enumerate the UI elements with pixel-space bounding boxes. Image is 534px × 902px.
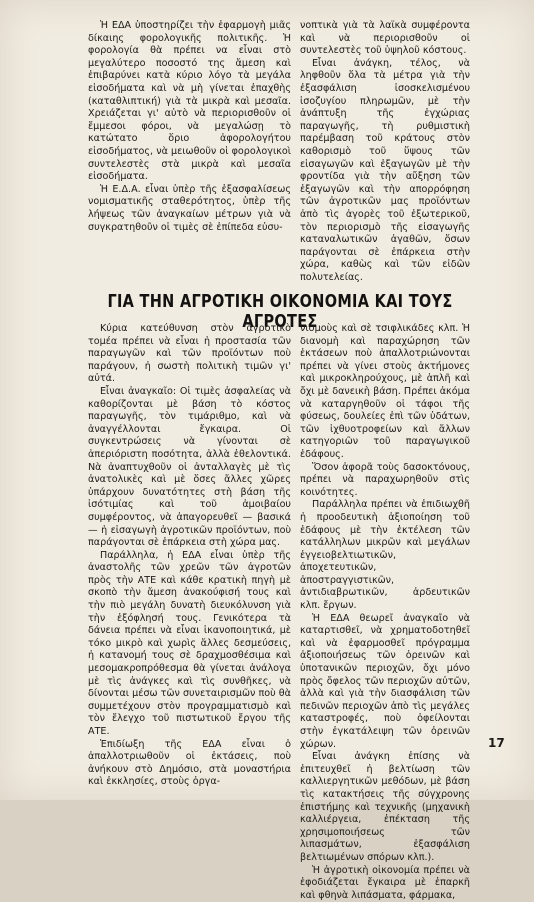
paragraph: Εἶναι ἀνάγκη ἐπίσης νὰ ἐπιτευχθεῖ ἡ βελτίωση τῶν καλλιεργητικῶν μεθόδων, μὲ βάση τὶς κατακτήσεις τῆς σύγχρονης ἐπιστήμης καὶ τεχνικῆς (μηχανικὴ καλλιέργεια, ἐπέκταση τῆς χρησιμοποιήσεως τῶν λιπασμάτων, ἐξασφάλιση βελτιωμένων σπόρων κλπ.).	[300, 751, 470, 863]
paragraph: Κύρια κατεύθυνση στὸν ἀγροτικὸ τομέα πρέπει νὰ εἶναι ἡ προστασία τῶν παραγωγῶν καὶ τῶν προϊόντων ποὺ παράγουν, ἡ σωστὴ πολιτικὴ τιμῶν γι' αὐτά.	[88, 323, 291, 385]
text-column-bottom-left	[88, 323, 291, 789]
text-column-top-right	[300, 20, 470, 284]
text-column-top-left	[88, 20, 291, 234]
paragraph: νοπτικὰ γιὰ τὰ λαϊκὰ συμφέροντα καὶ νὰ περιορισθοῦν οἱ συντελεστὲς τοῦ ὑψηλοῦ κόστους.	[300, 20, 470, 57]
paragraph: νισμοὺς καὶ σὲ τσιφλικάδες κλπ. Ἡ διανομὴ καὶ παραχώρηση τῶν ἐκτάσεων ποὺ ἀπαλλοτριώνονται πρέπει νὰ γίνει στοὺς ἀκτήμονες καὶ μικροκληρούχους, μὲ ἁπλῆ καὶ ὄχι μὲ δανεικὴ βάση. Πρέπει ἀκόμα νὰ καταργηθοῦν οἱ τάφοι τῆς φύσεως, δουλείες ἐπὶ τῶν ὑδάτων, τῶν ἰχθυοτροφείων καὶ ἄλλων κατηγοριῶν τοῦ παραγωγικοῦ ἐδάφους.	[300, 323, 470, 460]
paragraph: Ὅσον ἀφορᾶ τοὺς δασοκτόνους, πρέπει νὰ παραχωρηθοῦν στὶς κοινότητες.	[300, 461, 470, 498]
paragraph: Ἡ ΕΔΑ ὑποστηρίζει τὴν ἐφαρμογὴ μιᾶς δίκαιης φορολογικῆς πολιτικῆς. Ἡ φορολογία θὰ πρέπει να εἶναι στὸ μεγαλύτερο ποσοστό της ἄμεση καὶ ἐπιβαρύνει κατὰ κύριο λόγο τὰ μεγάλα εἰσοδήματα καὶ νὰ μὴ γίνεται ἐπαχθὴς (καταθλιπτική) γιὰ τὰ μικρὰ καὶ μεσαῖα. Χρειάζεται γι' αὐτὸ νὰ περιορισθοῦν οἱ ἔμμεσοι φόροι, νὰ μεγαλώσῃ τὸ κατώτατο ὅριο ἀφορολογήτου εἰσοδήματος, νὰ μειωθοῦν οἱ φορολογικοὶ συντελεστὲς στὰ μικρὰ καὶ μεσαῖα εἰσοδήματα.	[88, 20, 291, 183]
paragraph: Παράλληλα, ἡ ΕΔΑ εἶναι ὑπὲρ τῆς ἀναστολῆς τῶν χρεῶν τῶν ἀγροτῶν πρὸς τὴν ΑΤΕ καὶ κάθε κρατικὴ πηγὴ μὲ σκοπὸ τὴν ἄμεση ἀνακούφισή τους καὶ τὴν πιὸ μεγάλη δυνατὴ διευκόλυνση γιὰ τὴν ἐξόφλησή τους. Γενικότερα τὰ δάνεια πρέπει νὰ εἶναι ἱκανοποιητικά, μὲ τόκο μικρὸ καὶ χωρὶς ἄλλες δεσμεύσεις, ἡ κατανομή τους σὲ δραχμοσθέσιμα καὶ μεσομακροπρόθεσμα θὰ γίνεται ἀνάλογα μὲ τὶς ἀνάγκες καὶ τὶς συνθῆκες, νὰ δίνονται μέσω τῶν συνεταιρισμῶν ποὺ θὰ συμμετέχουν στὸν προγραμματισμὸ καὶ τὸν ἔλεγχο τοῦ πιστωτικοῦ ἔργου τῆς ΑΤΕ.	[88, 549, 291, 737]
paragraph: Ἡ Ε.Δ.Α. εἶναι ὑπὲρ τῆς ἐξασφαλίσεως νομισματικῆς σταθερότητος, ὑπὲρ τῆς λήψεως τῶν ἀναγκαίων μέτρων γιὰ νὰ συγκρατηθοῦν οἱ τιμὲς σὲ ἐπίπεδα εὐσυ-	[88, 183, 291, 233]
paragraph: Εἶναι ἀναγκαῖο: Οἱ τιμὲς ἀσφαλείας νὰ καθορίζονται μὲ βάση τὸ κόστος παραγωγῆς, τὸν τιμάριθμο, καὶ νὰ ἀναγγέλλονται ἔγκαιρα. Οἱ συγκεντρώσεις νὰ γίνονται σὲ ἀπεριόριστη ποσότητα, ἀλλὰ ἐθελοντικά. Νὰ ἀναπτυχθοῦν οἱ ἀνταλλαγὲς μὲ τὶς ἀνατολικὲς καὶ μὲ ὅσες ἄλλες χῶρες ὑπάρχουν δυνατότητες στὴ βάση τῆς ἰσότιμίας καὶ τοῦ ἀμοιβαίου συμφέροντος, νὰ ἀπαγορευθεῖ — βασικά — ἡ εἰσαγωγὴ ἀγροτικῶν προϊόντων, ποὺ παράγονται σὲ ἐπάρκεια στὴ χώρα μας.	[88, 385, 291, 549]
paragraph: Ἡ ἀγροτικὴ οἰκονομία πρέπει νὰ ἐφοδιάζεται ἔγκαιρα μὲ ἐπαρκῆ καὶ φθηνὰ λιπάσματα, φάρμακα,	[300, 864, 470, 901]
paragraph: Ἐπιδίωξη τῆς ΕΔΑ εἶναι ὁ ἀπαλλοτριωθοῦν οἱ ἐκτάσεις, ποὺ ἀνήκουν στὸ Δημόσιο, στὰ μοναστήρια καὶ ἐκκλησίες, στοὺς ὀργα-	[88, 738, 291, 788]
paragraph: Εἶναι ἀνάγκη, τέλος, νὰ ληφθοῦν ὅλα τὰ μέτρα γιὰ τὴν ἐξασφάλιση ἰσοσκελισμένου ἰσοζυγίου πληρωμῶν, μὲ τὴν ἀνάπτυξη τῆς ἐγχώριας παραγωγῆς, τὴ ρυθμιστικὴ παρέμβαση τοῦ κράτους στὸν καθορισμὸ τοῦ ὕψους τῶν εἰσαγωγῶν καὶ ἐξαγωγῶν μὲ τὴν φροντίδα γιὰ τὴν αὔξηση τῶν ἐξαγωγῶν καὶ τὴν απορρόφηση τῶν ἀγροτικῶν μας προϊόντων ἀπὸ τὶς ἀγορὲς τοῦ ἐξωτερικοῦ, τὸν περιορισμὸ τῆς εἰσαγωγῆς καταναλωτικῶν ἀγαθῶν, ὅσων παράγονται σὲ ἐπάρκεια στὴν χώρα, καθὼς καὶ τῶν εἰδῶν πολυτελείας.	[300, 57, 470, 283]
section-heading: ΓΙΑ ΤΗΝ ΑΓΡΟΤΙΚΗ ΟΙΚΟΝΟΜΙΑ ΚΑΙ ΤΟΥΣ ΑΓΡΟΤΕΣ	[107, 292, 453, 332]
paragraph: Ἡ ΕΔΑ θεωρεῖ ἀναγκαῖο νὰ καταρτισθεῖ, νὰ χρηματοδοτηθεῖ καὶ νὰ ἐφαρμοσθεῖ πρόγραμμα ἀξιοποιήσεως τῶν ὀρεινῶν καὶ ὑποτανικῶν περιοχῶν, ὄχι μόνο πρὸς ὄφελος τῶν περιοχῶν αὐτῶν, ἀλλὰ καὶ γιὰ τὴν διασφάλιση τῶν πεδινῶν περιοχῶν ἀπὸ τὶς μεγάλες καταστροφές, ποὺ ὀφείλονται στὴν ἐγκατάλειψη τῶν ὀρεινῶν χώρων.	[300, 612, 470, 750]
text-column-bottom-right	[300, 323, 470, 902]
paragraph: Παράλληλα πρέπει νὰ ἐπιδιωχθῆ ἡ προοδευτικὴ ἀξιοποίηση τοῦ ἐδάφους μὲ τὴν ἐκτέλεση τῶν κατάλληλων μικρῶν καὶ μεγάλων ἐγγειοβελτιωτικῶν, ἀποχετευτικῶν, ἀποστραγγιστικῶν, ἀντιδιαβρωτικῶν, ἀρδευτικῶν κλπ. ἔργων.	[300, 499, 470, 612]
page-number: 17	[488, 736, 505, 750]
